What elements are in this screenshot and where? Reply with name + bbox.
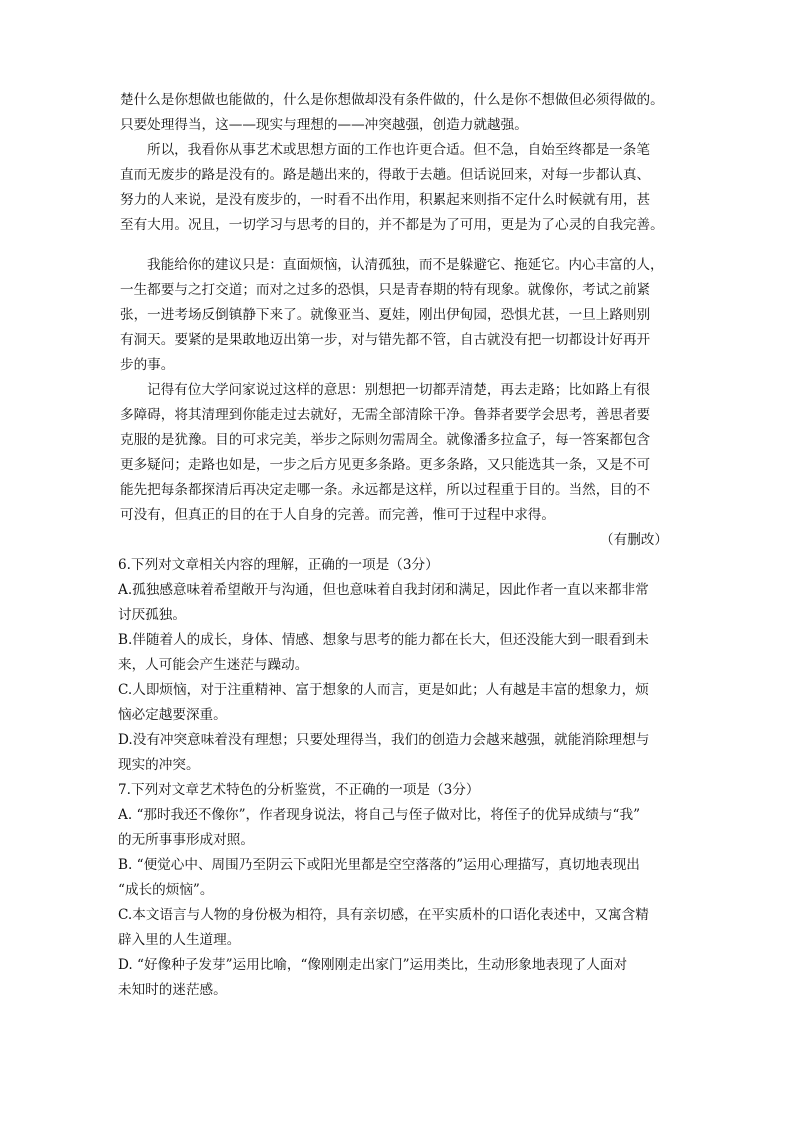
document-page [120,88,676,1003]
text-line: A. “那时我还不像你”，作者现身说法，将自己与侄子做对比，将侄子的优异成绩与“我” [118,807,641,823]
text-line: 一生都要与之打交道；而对之过多的恐惧，只是青春期的特有现象。就像你，考试之前紧 [120,282,651,298]
text-line: 来，人可能会产生迷茫与躁动。 [118,657,309,673]
text-line: 步的事。 [120,357,175,373]
text-line: 记得有位大学问家说过这样的意思：别想把一切都弄清楚，再去走路；比如路上有很 [147,382,650,398]
text-line: 所以，我看你从事艺术或思想方面的工作也许更合适。但不急，自始至终都是一条笔 [147,142,650,158]
text-line: 现实的冲突。 [118,757,200,773]
text-line: 能先把每条都探清后再决定走哪一条。永远都是这样，所以过程重于目的。当然，目的不 [120,482,651,498]
text-line: B. “便觉心中、周围乃至阴云下或阳光里都是空空落落的”运用心理描写，真切地表现出 [118,857,640,873]
text-line: 努力的人来说，是没有废步的，一时看不出作用，积累起来则指不定什么时候就有用，甚 [120,192,651,208]
text-line: 我能给你的建议只是：直面烦恼，认清孤独，而不是躲避它、拖延它。内心丰富的人， [147,257,664,273]
text-line: 有洞天。要紧的是果敢地迈出第一步，对与错先都不管，自古就没有把一切都设计好再开 [120,332,651,348]
text-line: 未知时的迷茫感。 [118,982,227,998]
text-line: “成长的烦恼”。 [118,882,214,898]
paragraph-gap [120,238,676,253]
text-line: 张，一进考场反倒镇静下来了。就像亚当、夏娃，刚出伊甸园，恐惧尤甚，一旦上路则别 [120,307,651,323]
text-line: 辟入里的人生道理。 [118,932,241,948]
text-line: 可没有，但真正的目的在于人自身的完善。而完善，惟可于过程中求得。 [120,507,555,523]
text-line: 多障碍，将其清理到你能走过去就好，无需全部清除干净。鲁莽者要学会思考，善思者要 [120,407,651,423]
text-line: C.本文语言与人物的身份极为相符，具有亲切感，在平实质朴的口语化表述中，又寓含精 [118,907,649,923]
text-line: 恼必定越要深重。 [118,707,227,723]
text-line: D.没有冲突意味着没有理想；只要处理得当，我们的创造力会越来越强，就能消除理想与 [118,732,650,748]
text-line: A.孤独感意味着希望敞开与沟通，但也意味着自我封闭和满足，因此作者一直以来都非常 [118,582,649,598]
text-line: 克服的是犹豫。目的可求完美，举步之际则勿需周全。就像潘多拉盒子，每一答案都包含 [120,432,651,448]
text-line: 讨厌孤独。 [118,607,186,623]
text-line: 7.下列对文章艺术特色的分析鉴赏，不正确的一项是（3分） [118,782,480,798]
text-line: D. “好像种子发芽”运用比喻，“像刚刚走出家门”运用类比，生动形象地表现了人面对 [118,957,628,973]
text-line: 至有大用。况且，一切学习与思考的目的，并不都是为了可用，更是为了心灵的自我完善。 [120,217,664,233]
text-line: 只要处理得当，这——现实与理想的——冲突越强，创造力就越强。 [120,117,528,133]
text-line: 6.下列对文章相关内容的理解，正确的一项是（3分） [118,557,439,573]
text-line: 直而无废步的路是没有的。路是趟出来的，得敢于去趟。但话说回来，对每一步都认真、 [120,167,651,183]
text-line: 楚什么是你想做也能做的，什么是你想做却没有条件做的，什么是你不想做但必须得做的。 [120,92,664,108]
text-line: B.伴随着人的成长，身体、情感、想象与思考的能力都在长大，但还没能大到一眼看到未 [118,632,649,648]
text-line: 的无所事事形成对照。 [118,832,254,848]
text-line: 更多疑问；走路也如是，一步之后方见更多条路。更多条路，又只能选其一条，又是不可 [120,457,651,473]
text-line: C.人即烦恼，对于注重精神、富于想象的人而言，更是如此；人有越是丰富的想象力，烦 [118,682,649,698]
source-note: （有删改） [600,532,668,548]
